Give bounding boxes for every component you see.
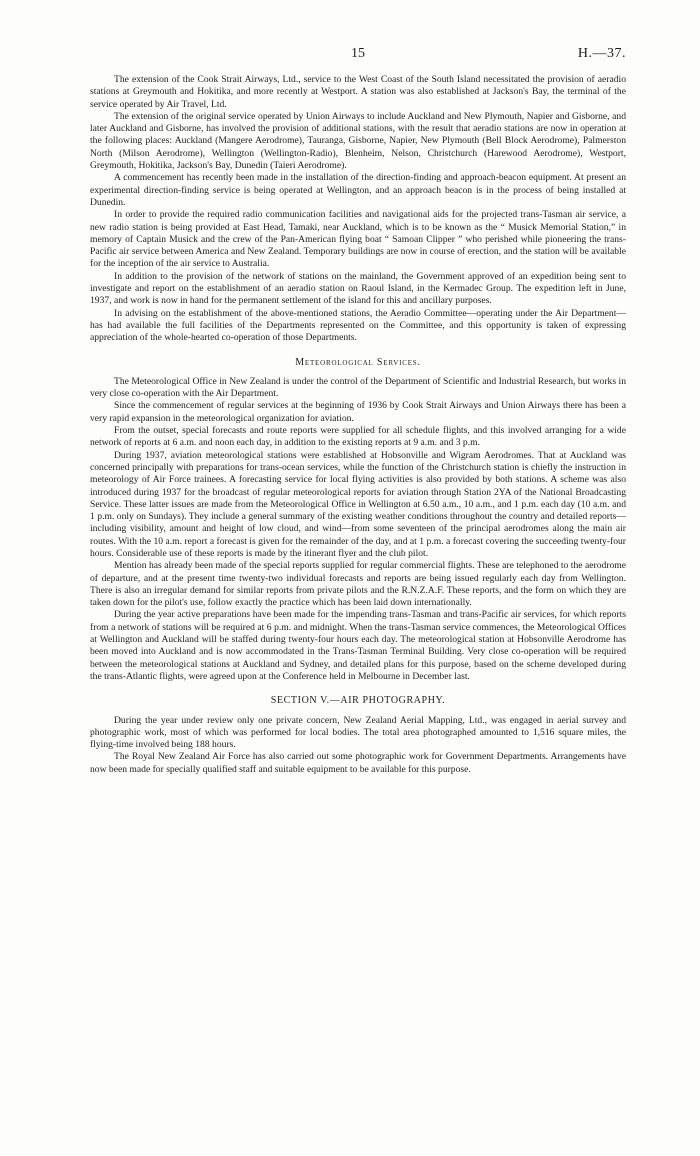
paragraph: A commencement has recently been made in the installation of the direction-finding and approach-beacon equipment. At present an experimental direction-finding service is being operated at Wellington, and an approach beacon is in the process of being installed at Dunedin. [90, 172, 626, 208]
paragraph: During 1937, aviation meteorological stations were established at Hobsonville and Wigram Aerodromes. That at Auckland was concerned principally with preparations for trans-ocean services, while the function of the Christchurch station is chiefly the instruction in meteorology of Air Force trainees. A forecasting service for local flying activities is also provided by both stations. A scheme was also introduced during 1937 for the broadcast of regular meteorological reports for aviation through Station 2YA of the National Broadcasting Service. These latter issues are made from the Meteorological Office in Wellington at 6.50 a.m., 10 a.m., and 1 p.m. each day (10 a.m. and 1 p.m. only on Sundays). They include a general summary of the existing weather conditions throughout the country and detailed reports—including visibility, amount and height of low cloud, and wind—from some seventeen of the principal aerodromes along the main air routes. With the 10 a.m. report a forecast is given for the remainder of the day, and at 1 p.m. a forecast covering the succeeding twenty-four hours. Considerable use of these reports is made by the itinerant flyer and the club pilot. [90, 449, 626, 559]
meteorological-services-heading: Meteorological Services. [295, 356, 421, 368]
paragraph: From the outset, special forecasts and route reports were supplied for all schedule flights, and this involved arranging for a wide network of reports at 6 a.m. and noon each day, in addition to the existing reports at 9 a.m. and 3 p.m. [90, 425, 626, 449]
paragraph: Mention has already been made of the special reports supplied for regular commercial flights. These are telephoned to the aerodrome of departure, and at the present time twenty-two individual forecasts and reports are being issued regularly each day from Wellington. There is also an irregular demand for similar reports from private pilots and the R.N.Z.A.F. These reports, and the form on which they are taken down for the pilot's use, follow exactly the practice which has been laid down internationally. [90, 560, 626, 609]
document-reference: H.—37. [577, 46, 626, 61]
document-body [90, 74, 626, 776]
paragraph: In addition to the provision of the network of stations on the mainland, the Government approved of an expedition being sent to investigate and report on the establishment of an aeradio station on Raoul Island, in the Kermadec Group. The expedition left in June, 1937, and work is now in hand for the permanent settlement of the island for this and ancillary purposes. [90, 270, 626, 307]
paragraph: The extension of the original service operated by Union Airways to include Auckland and New Plymouth, Napier and Gisborne, and later Auckland and Gisborne, has involved the provision of additional stations, with the result that aeradio stations are now in operation at the following places: Auckland (Mangere Aerodrome), Tauranga, Gisborne, Napier, New Plymouth (Bell Block Aerodrome), Palmerston North (Milson Aerodrome), Wellington (Wellington-Radio), Blenheim, Nelson, Christchurch (Harewood Aerodrome), Westport, Greymouth, Hokitika, Jackson's Bay, Dunedin (Taieri Aerodrome). [90, 110, 626, 172]
paragraph: During the year under review only one private concern, New Zealand Aerial Mapping, Ltd., was engaged in aerial survey and photographic work, most of which was performed for local bodies. The total area photographed amounted to 1,516 square miles, the flying-time involved being 188 hours. [90, 714, 626, 751]
paragraph: In advising on the establishment of the above-mentioned stations, the Aeradio Committee—operating under the Air Department—has had available the full facilities of the Departments represented on the Committee, and this opportunity is taken of expressing appreciation of the whole-hearted co-operation of those Departments. [90, 307, 626, 344]
paragraph: The Royal New Zealand Air Force has also carried out some photographic work for Government Departments. Arrangements have now been made for specially qualified staff and suitable equipment to be available for this purpose. [90, 751, 626, 775]
paragraph: The extension of the Cook Strait Airways, Ltd., service to the West Coast of the South Island necessitated the provision of aeradio stations at Greymouth and Hokitika, and more recently at Westport. A station was also established at Jackson's Bay, the terminal of the service operated by Air Travel, Ltd. [90, 74, 626, 110]
page-number: 15 [351, 46, 365, 61]
paragraph: In order to provide the required radio communication facilities and navigational aids for the projected trans-Tasman air service, a new radio station is being provided at East Head, Tamaki, near Auckland, which is to be known as the “ Musick Memorial Station,” in memory of Captain Musick and the crew of the Pan-American flying boat “ Samoan Clipper ” who perished while pioneering the trans-Pacific air service between America and New Zealand. Temporary buildings are now in course of erection, and the station will be available for the inception of the air service to Australia. [90, 209, 626, 270]
paragraph: During the year active preparations have been made for the impending trans-Tasman and trans-Pacific air services, for which reports from a network of stations will be required at 6 p.m. and midnight. When the trans-Tasman service commences, the Meteorological Offices at Wellington and Auckland will be staffed during twenty-four hours each day. The meteorological station at Hobsonville Aerodrome has been moved into Auckland and is now accommodated in the Trans-Tasman Terminal Building. Very close co-operation will be required between the meteorological stations at Auckland and Sydney, and detailed plans for this purpose, based on the scheme developed during the trans-Atlantic flights, were agreed upon at the Conference held in Melbourne in December last. [90, 609, 626, 682]
paragraph: Since the commencement of regular services at the beginning of 1936 by Cook Strait Airways and Union Airways there has been a very rapid expansion in the meteorological organization for aviation. [90, 400, 626, 424]
paragraph: The Meteorological Office in New Zealand is under the control of the Department of Scientific and Industrial Research, but works in very close co-operation with the Air Department. [90, 375, 626, 400]
section-five-heading: SECTION V.—AIR PHOTOGRAPHY. [270, 695, 446, 707]
page-header [90, 46, 626, 64]
